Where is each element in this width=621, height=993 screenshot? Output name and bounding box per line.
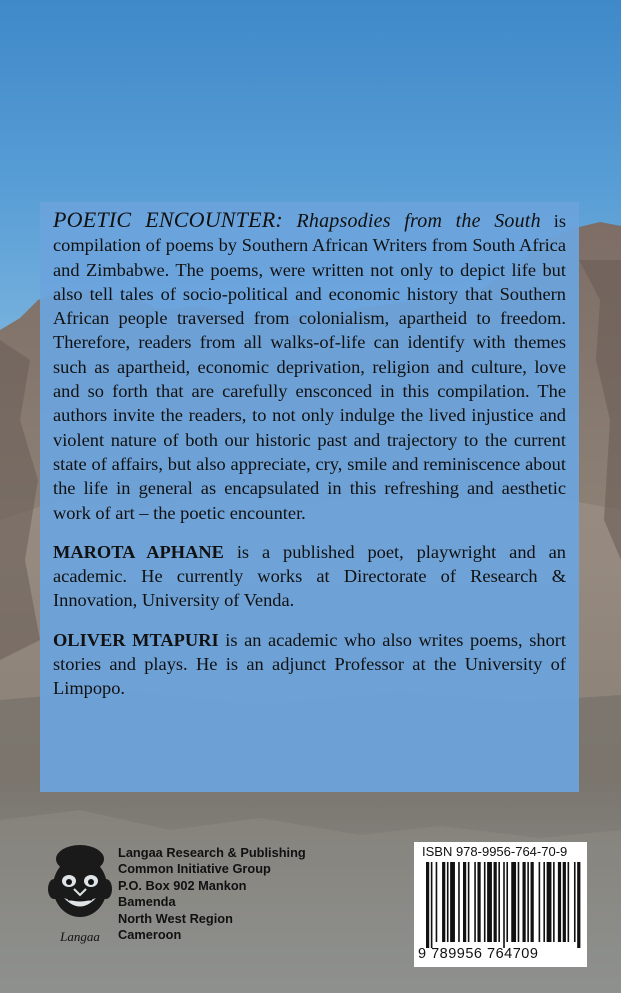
barcode-bar	[426, 862, 429, 948]
barcode-bar	[574, 862, 576, 942]
barcode-bar	[511, 862, 516, 942]
barcode-bar	[577, 862, 580, 948]
barcode-bar	[518, 862, 520, 942]
publisher-address	[118, 845, 418, 943]
barcode-bar	[506, 862, 508, 942]
barcode-bar	[503, 862, 505, 948]
barcode-bars	[426, 862, 582, 948]
barcode-bar	[468, 862, 470, 942]
book-title-main: POETIC ENCOUNTER	[53, 207, 276, 232]
barcode-bar	[553, 862, 555, 942]
isbn-barcode	[414, 842, 587, 967]
barcode-bar	[563, 862, 566, 942]
synopsis-paragraph	[53, 208, 566, 525]
barcode-digits: 9 789956 764709	[418, 946, 539, 962]
barcode-bar	[498, 862, 500, 942]
barcode-bar	[539, 862, 541, 942]
barcode-bar	[522, 862, 525, 942]
barcode-bar	[531, 862, 534, 942]
langaa-logo	[44, 843, 116, 948]
barcode-bar	[487, 862, 492, 942]
barcode-bar	[543, 862, 545, 942]
author-name-1: MAROTA APHANE	[53, 541, 224, 562]
publisher-city: Bamenda	[118, 894, 176, 910]
book-subtitle: Rhapsodies from the South	[296, 210, 541, 232]
barcode-bar	[527, 862, 529, 942]
author-bio-text-1: is a published poet, playwright and an academic. He currently works at Directorate of Research & Innovation, University of Venda.	[53, 541, 566, 611]
publisher-block	[38, 843, 418, 953]
barcode-bar	[474, 862, 476, 942]
barcode-bar	[447, 862, 449, 942]
barcode-bar	[477, 862, 480, 942]
author-bio-1	[53, 540, 566, 613]
langaa-logo-text: Langaa	[60, 929, 100, 944]
barcode-bar	[458, 862, 460, 942]
synopsis-text: is compilation of poems by Southern African Writers from South Africa and Zimbabwe. The poems, were written not only to depict life but also tell tales of socio-political and economic history that Southern African people traversed from colonialism, apartheid to freedom. Therefore, readers from all walks-of-life can identify with themes such as apartheid, economic deprivation, religion and culture, love and so forth that are carefully ensconced in this compilation. The authors invite the readers, to not only indulge the lived injustice and violent nature of both our historic past and trajectory to the current state of affairs, but also appreciate, cry, smile and reminiscence about the life in general as encapsulated in this refreshing and aesthetic work of art – the poetic encounter.	[53, 211, 566, 523]
barcode-bar	[558, 862, 561, 942]
book-title-colon: :	[275, 207, 283, 232]
publisher-country: Cameroon	[118, 927, 182, 943]
isbn-label: ISBN 978-9956-764-70-9	[422, 844, 568, 859]
barcode-bar	[547, 862, 552, 942]
author-bio-text-2: is an academic who also writes poems, short stories and plays. He is an adjunct Professor at the University of Limpopo.	[53, 629, 566, 699]
author-name-2: OLIVER MTAPURI	[53, 629, 219, 650]
barcode-bar	[436, 862, 438, 942]
barcode-bar	[494, 862, 497, 942]
publisher-group: Common Initiative Group	[118, 861, 271, 877]
barcode-bar	[450, 862, 455, 942]
barcode-bar	[431, 862, 433, 948]
barcode-bar	[442, 862, 445, 942]
author-bio-2	[53, 628, 566, 701]
barcode-bar	[463, 862, 466, 942]
publisher-region: North West Region	[118, 910, 233, 926]
publisher-name: Langaa Research & Publishing	[118, 845, 306, 860]
barcode-bar	[568, 862, 570, 942]
publisher-po-box: P.O. Box 902 Mankon	[118, 877, 247, 893]
blurb-panel	[40, 202, 579, 792]
barcode-bar	[484, 862, 486, 942]
book-title	[53, 207, 541, 232]
